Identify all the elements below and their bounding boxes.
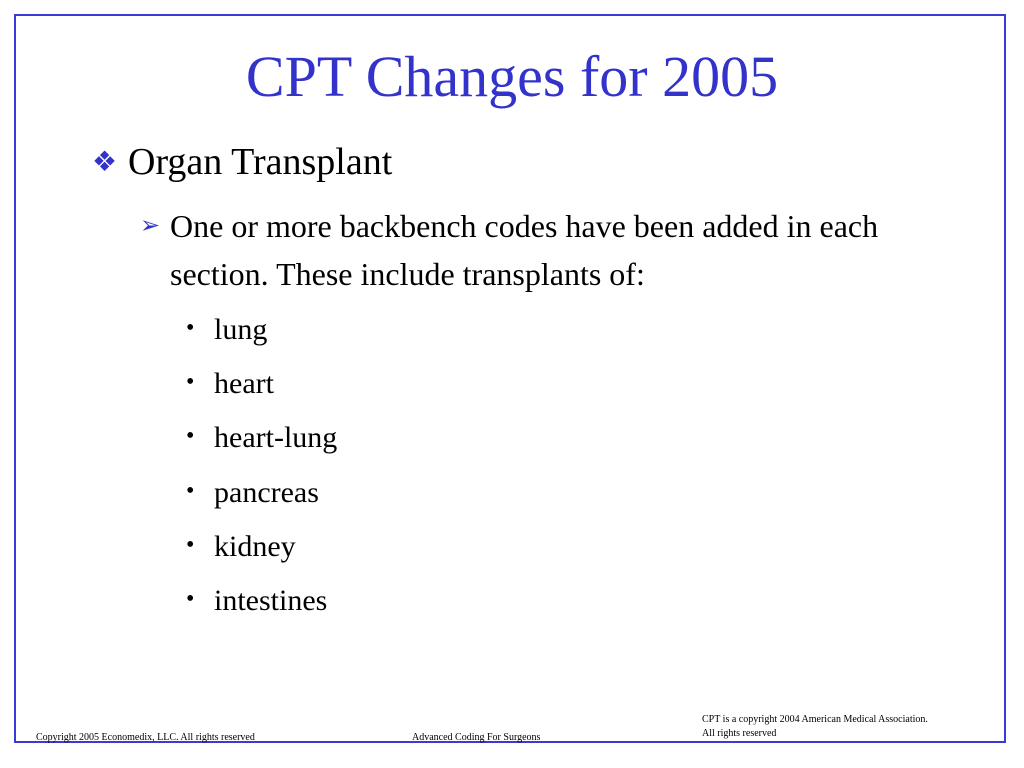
footer-cpt-notice xyxy=(702,713,928,741)
list-item: • heart-lung xyxy=(186,410,337,464)
bullet-level2-text: One or more backbench codes have been added in each section. These include transplants of: xyxy=(170,208,879,292)
diamond-bullet-icon: ❖ xyxy=(92,147,118,178)
slide-border xyxy=(14,14,1006,743)
dot-bullet-icon: • xyxy=(186,423,195,450)
dot-bullet-icon: • xyxy=(186,586,195,613)
footer-copyright: Copyright 2005 Economedix, LLC. All rights reserved xyxy=(36,732,255,743)
dot-bullet-icon: • xyxy=(186,315,195,341)
bullet-level1-text: Organ Transplant xyxy=(128,141,393,183)
list-item: • pancreas xyxy=(186,465,337,519)
dot-bullet-icon: • xyxy=(186,477,195,504)
organ-list xyxy=(186,302,337,627)
list-item: • intestines xyxy=(186,573,337,627)
list-item: • heart xyxy=(186,356,337,410)
footer-cpt-line1: CPT is a copyright 2004 American Medical Association. xyxy=(702,714,928,725)
dot-bullet-icon: • xyxy=(186,531,195,558)
slide-title: CPT Changes for 2005 xyxy=(245,44,779,109)
list-item: • lung xyxy=(186,302,337,356)
list-item: • kidney xyxy=(186,519,337,573)
footer-cpt-line2: All rights reserved xyxy=(702,728,777,739)
arrow-bullet-icon: ➢ xyxy=(140,213,161,239)
dot-bullet-icon: • xyxy=(186,369,195,396)
bullet-level1 xyxy=(92,138,392,187)
bullet-level2 xyxy=(140,202,940,298)
footer-course-title: Advanced Coding For Surgeons xyxy=(412,732,541,743)
